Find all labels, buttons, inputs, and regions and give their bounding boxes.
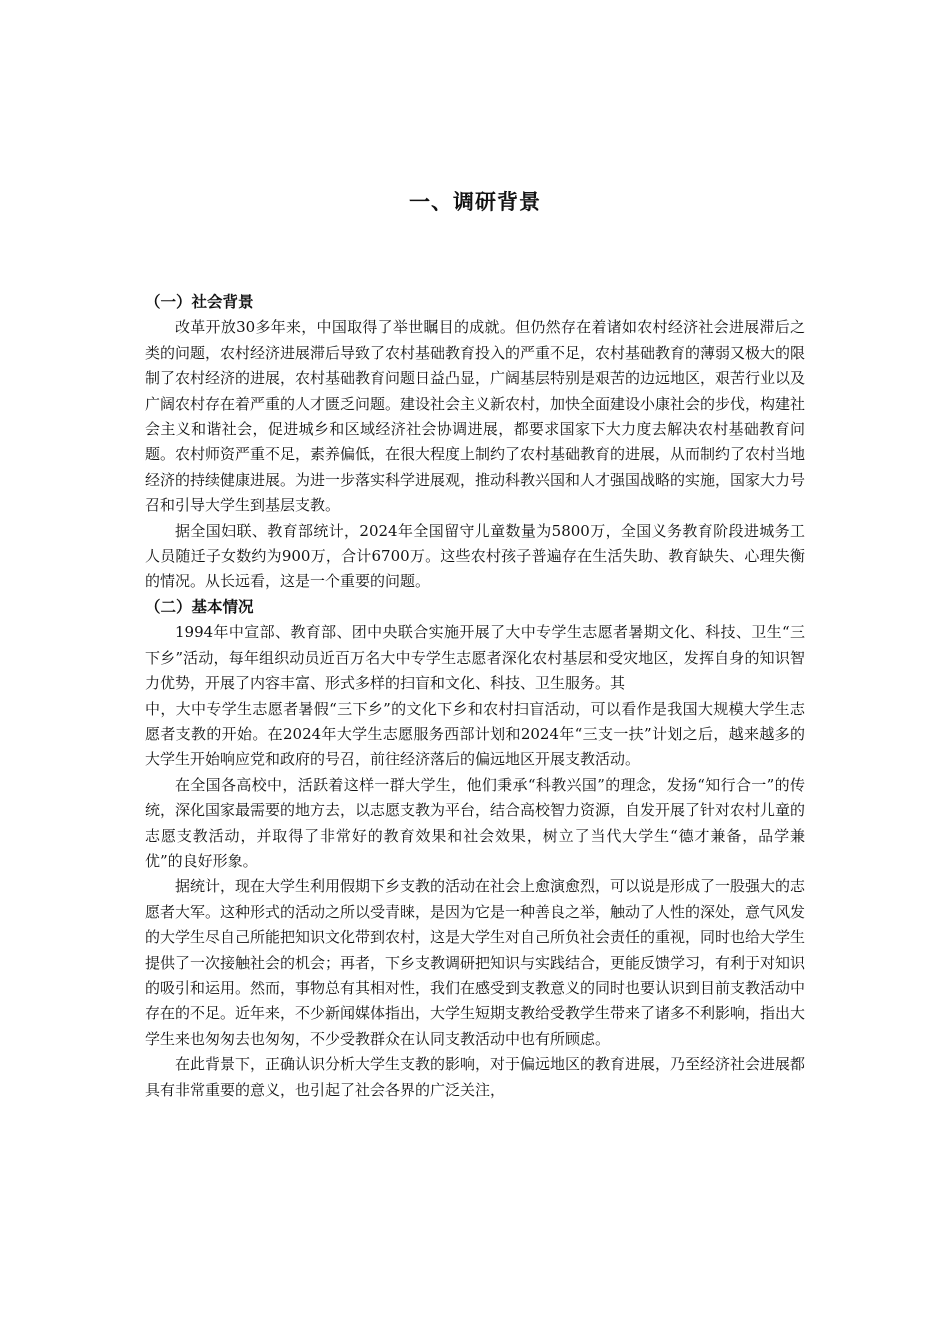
paragraph: 据全国妇联、教育部统计，2024年全国留守儿童数量为5800万，全国义务教育阶段进城务工人员随迁子女数约为900万，合计6700万。这些农村孩子普遍存在生活失助、教育缺失、心理失衡的情况。从长远看，这是一个重要的问题。 [145,521,805,591]
paragraph: 中，大中专学生志愿者暑假“三下乡”的文化下乡和农村扫盲活动，可以看作是我国大规模大学生志愿者支教的开始。在2024年大学生志愿服务西部计划和2024年“三支一扶”计划之后，越来越多的大学生开始响应党和政府的号召，前往经济落后的偏远地区开展支教活动。 [145,699,805,769]
section-social-background [145,290,805,595]
paragraph: 在全国各高校中，活跃着这样一群大学生，他们秉承“科教兴国”的理念，发扬“知行合一”的传统，深化国家最需要的地方去，以志愿支教为平台，结合高校智力资源，自发开展了针对农村儿童的志愿支教活动，并取得了非常好的教育效果和社会效果，树立了当代大学生“德才兼备，品学兼优”的良好形象。 [145,775,806,870]
section-basic-situation [145,595,805,1103]
paragraph: 据统计，现在大学生利用假期下乡支教的活动在社会上愈演愈烈，可以说是形成了一股强大的志愿者大军。这种形式的活动之所以受青睐，是因为它是一种善良之举，触动了人性的深处，意气风发的大学生尽自己所能把知识文化带到农村，这是大学生对自己所负社会责任的重视，同时也给大学生提供了一次接触社会的机会；再者，下乡支教调研把知识与实践结合，更能反馈学习，有利于对知识的吸引和运用。然而，事物总有其相对性，我们在感受到支教意义的同时也要认识到目前支教活动中存在的不足。近年来，不少新闻媒体指出，大学生短期支教给受教学生带来了诸多不利影响，指出大学生来也匆匆去也匆匆，不少受教群众在认同支教活动中也有所顾虑。 [145,877,806,1048]
paragraph: 1994年中宣部、教育部、团中央联合实施开展了大中专学生志愿者暑期文化、科技、卫生“三下乡”活动，每年组织动员近百万名大中专学生志愿者深化农村基层和受灾地区，发挥自身的知识智力优势，开展了内容丰富、形式多样的扫盲和文化、科技、卫生服务。其 [145,623,805,693]
chapter-title: 一、调研背景 [409,190,541,214]
section-heading: （二）基本情况 [145,597,254,616]
paragraph: 在此背景下，正确认识分析大学生支教的影响，对于偏远地区的教育进展，乃至经济社会进展都具有非常重要的意义，也引起了社会各界的广泛关注， [145,1055,806,1099]
section-heading: （一）社会背景 [145,293,254,311]
paragraph: 改革开放30多年来，中国取得了举世瞩目的成就。但仍然存在着诸如农村经济社会进展滞后之类的问题，农村经济进展滞后导致了农村基础教育投入的严重不足，农村基础教育的薄弱又极大的限制了农村经济的进展，农村基础教育问题日益凸显，广阔基层特别是艰苦的边远地区，艰苦行业以及广阔农村存在着严重的人才匮乏问题。建设社会主义新农村，加快全面建设小康社会的步伐，构建社会主义和谐社会，促进城乡和区域经济社会协调进展，都要求国家下大力度去解决农村基础教育问题。农村师资严重不足，素养偏低，在很大程度上制约了农村基础教育的进展，从而制约了农村当地经济的持续健康进展。为进一步落实科学进展观，推动科教兴国和人才强国战略的实施，国家大力号召和引导大学生到基层支教。 [145,318,806,515]
document-body [145,290,805,1103]
